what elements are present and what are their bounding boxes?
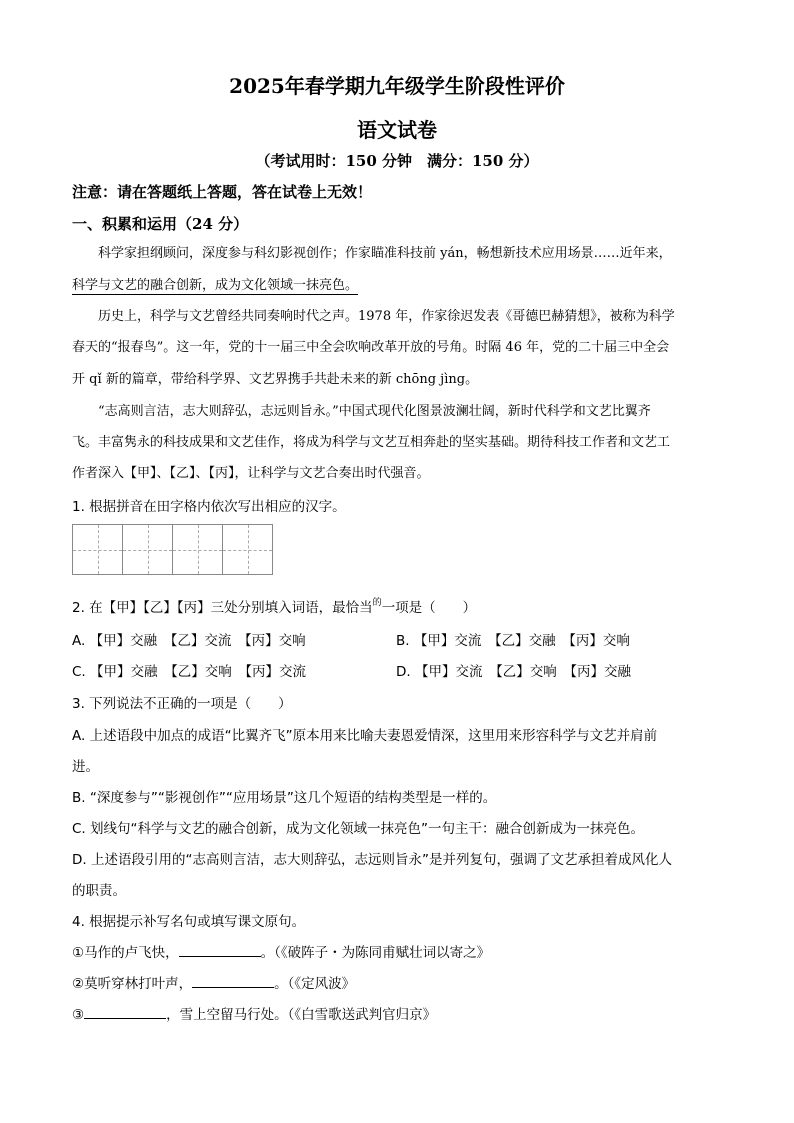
fill-item-3 bbox=[72, 1003, 436, 1023]
notice: 注意：请在答题纸上答题，答在试卷上无效！ bbox=[72, 183, 373, 201]
option-d[interactable]: D. 上述语段引用的“志高则言洁，志大则辞弘，志远则旨永”是并列复句，强调了文艺承担着成风化人 bbox=[72, 852, 672, 868]
underlined-sentence: 科学与文艺的融合创新，成为文化领域一抹亮色。 bbox=[72, 278, 359, 293]
fill-item-1 bbox=[72, 941, 490, 961]
tianzige-grid[interactable] bbox=[72, 524, 272, 575]
question-3-stem: 3. 下列说法不正确的一项是（ ） bbox=[72, 696, 292, 712]
q2-stem-tail: 一项是（ ） bbox=[381, 600, 477, 616]
tianzige-cell[interactable] bbox=[72, 524, 123, 575]
question-4-stem: 4. 根据提示补写名句或填写课文原句。 bbox=[72, 914, 306, 930]
passage-line: 春天的“报春鸟”。这一年，党的十一届三中全会吹响改革开放的号角。时隔 46 年，党的二十届三中全会 bbox=[72, 340, 670, 355]
passage-line: “志高则言洁，志大则辞弘，志远则旨永。”中国式现代化图景波澜壮阔，新时代科学和文艺比翼齐 bbox=[98, 404, 651, 419]
passage-line: 作者深入【甲】、【乙】、【丙】，让科学与文艺合奏出时代强音。 bbox=[72, 466, 430, 481]
passage-underlined-wrap bbox=[72, 270, 358, 302]
passage-line: 科学家担纲顾问，深度参与科幻影视创作；作家瞄准科技前 yán，畅想新技术应用场景……近年来， bbox=[98, 246, 672, 261]
fill-item-source: 。（《破阵子・为陈同甫赋壮词以寄之》 bbox=[260, 945, 491, 961]
question-2-stem bbox=[72, 596, 476, 616]
option-b[interactable]: B. 【甲】交流 【乙】交融 【丙】交响 bbox=[396, 633, 630, 649]
tianzige-cell[interactable] bbox=[222, 524, 273, 575]
answer-blank[interactable] bbox=[84, 1006, 166, 1019]
section-heading: 一、积累和运用（24 分） bbox=[72, 215, 249, 233]
q2-stem-text: 2. 在【甲】【乙】【丙】三处分别填入词语，最恰当 bbox=[72, 600, 373, 616]
option-a[interactable]: A. 上述语段中加点的成语“比翼齐飞”原本用来比喻夫妻恩爱情深，这里用来形容科学与文艺并肩前 bbox=[72, 728, 658, 744]
option-a[interactable]: A. 【甲】交融 【乙】交流 【丙】交响 bbox=[72, 633, 306, 649]
exam-info: （考试用时：150 分钟 满分：150 分） bbox=[255, 152, 539, 170]
passage-line: 历史上，科学与文艺曾经共同奏响时代之声。1978 年，作家徐迟发表《哥德巴赫猜想》，被称为科学 bbox=[98, 309, 675, 324]
option-c[interactable]: C. 【甲】交融 【乙】交响 【丙】交流 bbox=[72, 664, 307, 680]
option-d-cont[interactable]: 的职责。 bbox=[72, 883, 126, 899]
fill-item-source: 。（《定风波》 bbox=[274, 976, 356, 992]
option-b[interactable]: B. “深度参与”“影视创作”“应用场景”这几个短语的结构类型是一样的。 bbox=[72, 790, 497, 806]
fill-item-text: ①马作的卢飞快， bbox=[72, 945, 179, 961]
fill-item-2 bbox=[72, 972, 355, 992]
fill-item-text: ②莫听穿林打叶声， bbox=[72, 976, 193, 992]
tianzige-cell[interactable] bbox=[122, 524, 173, 575]
passage-line: 开 qǐ 新的篇章，带给科学界、文艺界携手共赴未来的新 chōng jìng。 bbox=[72, 372, 479, 387]
option-d[interactable]: D. 【甲】交流 【乙】交响 【丙】交融 bbox=[396, 664, 631, 680]
option-a-cont[interactable]: 进。 bbox=[72, 759, 99, 775]
passage-line: 飞。丰富隽永的科技成果和文艺佳作，将成为科学与文艺互相奔赴的坚实基础。期待科技工作者和文艺工 bbox=[72, 435, 671, 450]
fill-item-source: ，雪上空留马行处。（《白雪歌送武判官归京》 bbox=[166, 1007, 437, 1023]
tianzige-cell[interactable] bbox=[172, 524, 223, 575]
answer-blank[interactable] bbox=[192, 975, 274, 988]
exam-title: 2025年春学期九年级学生阶段性评价 bbox=[229, 74, 565, 98]
fill-item-text: ③ bbox=[72, 1007, 85, 1023]
question-1-stem: 1. 根据拼音在田字格内依次写出相应的汉字。 bbox=[72, 499, 346, 515]
option-c[interactable]: C. 划线句“科学与文艺的融合创新，成为文化领域一抹亮色”一句主干：融合创新成为一抹亮色。 bbox=[72, 821, 644, 837]
exam-subtitle: 语文试卷 bbox=[357, 118, 437, 142]
q2-dot-char: 的 bbox=[372, 598, 382, 608]
answer-blank[interactable] bbox=[179, 944, 261, 957]
